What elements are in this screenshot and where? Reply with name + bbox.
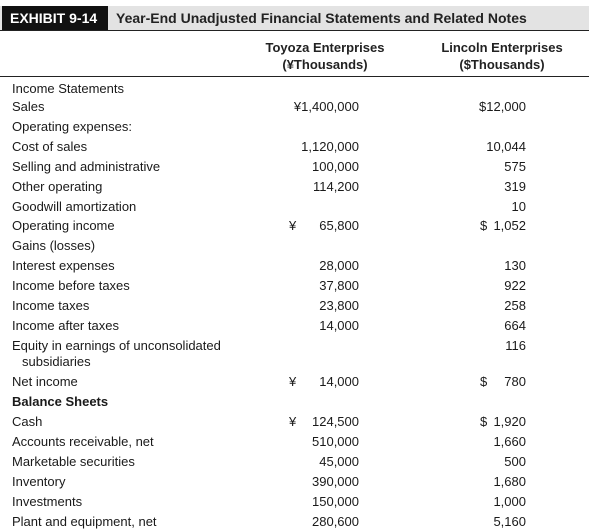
lincoln-value: 780 <box>504 374 526 389</box>
toyoza-value: ¥1,400,000 <box>293 99 359 114</box>
toyoza-value: 390,000 <box>312 474 359 489</box>
toyoza-name: Toyoza Enterprises <box>265 40 385 55</box>
toyoza-currency-symbol: ¥ <box>289 414 297 429</box>
lincoln-unit: ($Thousands) <box>459 57 545 72</box>
row-label: Operating income <box>12 218 115 233</box>
lincoln-value: 1,680 <box>493 474 526 489</box>
toyoza-value: 510,000 <box>312 434 359 449</box>
row-label: Cash <box>12 414 43 429</box>
row-label: Equity in earnings of unconsolidated <box>12 338 221 353</box>
toyoza-value: 280,600 <box>312 514 359 529</box>
row-label: Sales <box>12 99 45 114</box>
lincoln-currency-symbol: $ <box>480 414 488 429</box>
lincoln-column-header <box>432 39 572 73</box>
lincoln-value: 116 <box>505 338 526 353</box>
lincoln-currency-symbol: $ <box>480 218 488 233</box>
lincoln-value: 1,052 <box>493 218 526 233</box>
header-rule <box>0 30 589 31</box>
lincoln-name: Lincoln Enterprises <box>441 40 563 55</box>
exhibit-number-badge: EXHIBIT 9-14 <box>2 6 108 30</box>
lincoln-value: 5,160 <box>493 514 526 529</box>
lincoln-value: 10,044 <box>486 139 526 154</box>
toyoza-column-header <box>254 39 396 73</box>
lincoln-value: 664 <box>504 318 526 333</box>
row-label: Income taxes <box>12 298 90 313</box>
row-label: Plant and equipment, net <box>12 514 157 529</box>
toyoza-currency-symbol: ¥ <box>289 374 297 389</box>
toyoza-value: 65,800 <box>319 218 359 233</box>
lincoln-value: $12,000 <box>479 99 526 114</box>
toyoza-value: 150,000 <box>312 494 359 509</box>
row-label: Interest expenses <box>12 258 115 273</box>
toyoza-value: 14,000 <box>319 374 359 389</box>
row-label: Income after taxes <box>12 318 119 333</box>
column-header-rule <box>0 76 589 77</box>
lincoln-value: 319 <box>504 179 526 194</box>
lincoln-value: 258 <box>504 298 526 313</box>
toyoza-unit: (¥Thousands) <box>282 57 368 72</box>
toyoza-value: 37,800 <box>319 278 359 293</box>
row-label: Goodwill amortization <box>12 199 137 214</box>
toyoza-value: 1,120,000 <box>301 139 359 154</box>
row-label: Income Statements <box>12 81 124 96</box>
row-label: Cost of sales <box>12 139 88 154</box>
row-label: Other operating <box>12 179 103 194</box>
row-label: Net income <box>12 374 78 389</box>
toyoza-value: 124,500 <box>312 414 359 429</box>
lincoln-value: 10 <box>511 199 526 214</box>
row-label: Marketable securities <box>12 454 135 469</box>
lincoln-value: 575 <box>504 159 526 174</box>
row-label: Investments <box>12 494 83 509</box>
exhibit-title: Year-End Unadjusted Financial Statements and Related Notes <box>116 10 527 26</box>
lincoln-value: 1,000 <box>493 494 526 509</box>
row-label: Operating expenses: <box>12 119 132 134</box>
lincoln-value: 922 <box>504 278 526 293</box>
lincoln-currency-symbol: $ <box>480 374 488 389</box>
lincoln-value: 1,920 <box>493 414 526 429</box>
lincoln-value: 1,660 <box>493 434 526 449</box>
row-label: Accounts receivable, net <box>12 434 154 449</box>
toyoza-value: 114,200 <box>312 179 359 194</box>
row-label: Selling and administrative <box>12 159 161 174</box>
row-label: Inventory <box>12 474 66 489</box>
toyoza-currency-symbol: ¥ <box>289 218 297 233</box>
row-label: Income before taxes <box>12 278 130 293</box>
toyoza-value: 100,000 <box>312 159 359 174</box>
toyoza-value: 23,800 <box>319 298 359 313</box>
row-label: Gains (losses) <box>12 238 96 253</box>
row-label-continued: subsidiaries <box>22 354 91 369</box>
row-label: Balance Sheets <box>12 394 109 409</box>
toyoza-value: 28,000 <box>319 258 359 273</box>
toyoza-value: 14,000 <box>319 318 359 333</box>
lincoln-value: 130 <box>504 258 526 273</box>
lincoln-value: 500 <box>504 454 526 469</box>
toyoza-value: 45,000 <box>319 454 359 469</box>
